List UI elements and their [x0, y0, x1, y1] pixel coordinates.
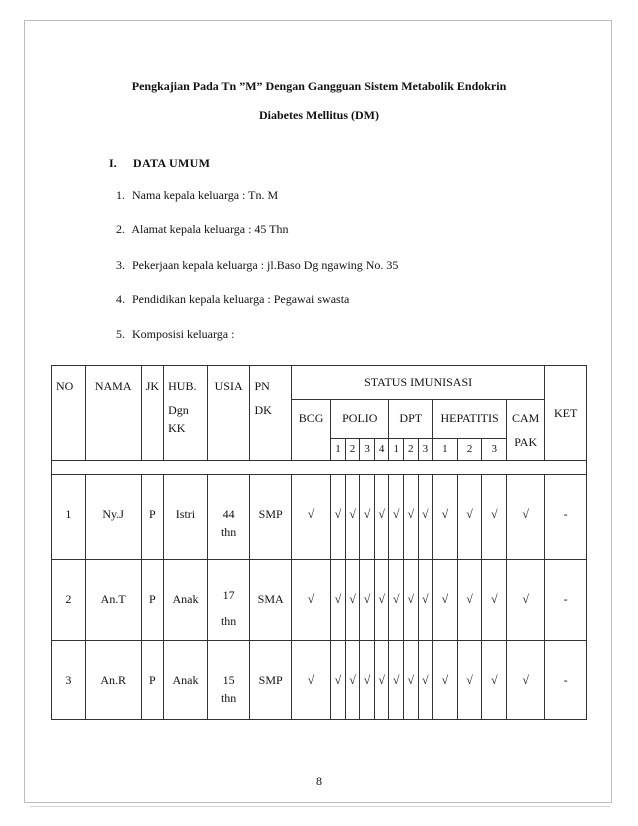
hepatitis-dose-3: 3 — [482, 438, 507, 460]
list-item — [116, 222, 289, 237]
cell-nama: Ny.J — [85, 475, 141, 560]
cell-hubungan: Anak — [164, 560, 208, 641]
cell-polio-4: √ — [374, 475, 389, 560]
cell-ket: - — [545, 641, 587, 720]
header-campak — [507, 400, 545, 461]
cell-dpt-3: √ — [418, 641, 433, 720]
cell-pendidikan: SMA — [250, 560, 291, 641]
table-row — [52, 641, 587, 720]
cell-jk: P — [141, 641, 163, 720]
cell-dpt-3: √ — [418, 560, 433, 641]
cell-jk: P — [141, 475, 163, 560]
bottom-divider — [30, 806, 610, 807]
header-hubungan — [164, 366, 208, 461]
header-status-imunisasi: STATUS IMUNISASI — [291, 366, 544, 400]
list-item-text: Nama kepala keluarga : Tn. M — [132, 188, 279, 202]
cell-ket: - — [545, 475, 587, 560]
cell-polio-2: √ — [345, 641, 360, 720]
cell-hepatitis-1: √ — [433, 641, 458, 720]
cell-polio-2: √ — [345, 475, 360, 560]
section-number: I. — [109, 156, 117, 170]
cell-hubungan: Anak — [164, 641, 208, 720]
list-item — [116, 258, 398, 273]
list-item-text: Pendidikan kepala keluarga : Pegawai swasta — [132, 292, 350, 306]
cell-dpt-3: √ — [418, 475, 433, 560]
list-item-number: 1. — [116, 188, 125, 202]
list-item-number: 4. — [116, 292, 125, 306]
list-item-text: Komposisi keluarga : — [132, 327, 235, 341]
header-hub-line2: Dgn — [168, 403, 189, 417]
cell-dpt-1: √ — [389, 641, 404, 720]
polio-dose-1: 1 — [331, 438, 346, 460]
cell-no: 1 — [52, 475, 86, 560]
document-title-line1: Pengkajian Pada Tn ”M” Dengan Gangguan Sistem Metabolik Endokrin — [131, 79, 507, 93]
cell-hepatitis-2: √ — [457, 560, 482, 641]
document-title-line2: Diabetes Mellitus (DM) — [259, 108, 379, 122]
cell-usia-value: 17 — [222, 588, 235, 603]
cell-pendidikan: SMP — [250, 475, 291, 560]
header-hub-line1: HUB. — [168, 379, 197, 393]
cell-usia — [207, 641, 250, 720]
header-ket: KET — [545, 366, 587, 461]
cell-campak: √ — [507, 475, 545, 560]
cell-polio-4: √ — [374, 641, 389, 720]
cell-usia-value: 15 — [222, 673, 235, 688]
header-hepatitis: HEPATITIS — [433, 400, 507, 438]
cell-dpt-1: √ — [389, 560, 404, 641]
hepatitis-dose-1: 1 — [433, 438, 458, 460]
cell-polio-3: √ — [360, 475, 375, 560]
cell-dpt-2: √ — [403, 560, 418, 641]
table-row — [52, 475, 587, 560]
list-item-number: 3. — [116, 258, 125, 272]
cell-no: 2 — [52, 560, 86, 641]
header-pendidikan — [250, 366, 291, 461]
polio-dose-4: 4 — [374, 438, 389, 460]
header-hub-line3: KK — [168, 421, 186, 435]
header-dpt: DPT — [389, 400, 433, 438]
cell-usia — [207, 560, 250, 641]
header-pn-line2: DK — [254, 403, 272, 417]
cell-hepatitis-1: √ — [433, 560, 458, 641]
cell-polio-1: √ — [331, 560, 346, 641]
cell-hepatitis-2: √ — [457, 641, 482, 720]
polio-dose-3: 3 — [360, 438, 375, 460]
header-bcg: BCG — [291, 400, 330, 461]
cell-usia — [207, 475, 250, 560]
header-pn-line1: PN — [254, 379, 270, 393]
cell-polio-1: √ — [331, 475, 346, 560]
cell-usia-unit: thn — [220, 525, 237, 540]
cell-usia-value: 44 — [222, 507, 235, 522]
header-nama: NAMA — [85, 366, 141, 461]
header-jk: JK — [141, 366, 163, 461]
cell-no: 3 — [52, 641, 86, 720]
cell-hepatitis-3: √ — [482, 560, 507, 641]
cell-usia-unit: thn — [220, 691, 237, 706]
page-number: 8 — [316, 774, 322, 788]
cell-nama: An.R — [85, 641, 141, 720]
header-cam-line1: CAM — [512, 411, 540, 426]
table-row — [52, 560, 587, 641]
cell-bcg: √ — [291, 641, 330, 720]
header-polio: POLIO — [331, 400, 389, 438]
cell-polio-2: √ — [345, 560, 360, 641]
hepatitis-dose-2: 2 — [457, 438, 482, 460]
header-cam-line2: PAK — [514, 435, 538, 450]
cell-polio-3: √ — [360, 560, 375, 641]
section-title: DATA UMUM — [133, 156, 211, 170]
cell-dpt-2: √ — [403, 475, 418, 560]
cell-polio-3: √ — [360, 641, 375, 720]
cell-hepatitis-2: √ — [457, 475, 482, 560]
header-no: NO — [52, 366, 86, 461]
cell-nama: An.T — [85, 560, 141, 641]
family-composition-table — [51, 365, 587, 720]
list-item-text: Alamat kepala keluarga : 45 Thn — [131, 222, 289, 236]
cell-campak: √ — [507, 560, 545, 641]
cell-hepatitis-3: √ — [482, 475, 507, 560]
cell-dpt-2: √ — [403, 641, 418, 720]
dpt-dose-2: 2 — [403, 438, 418, 460]
cell-dpt-1: √ — [389, 475, 404, 560]
cell-polio-1: √ — [331, 641, 346, 720]
dpt-dose-3: 3 — [418, 438, 433, 460]
list-item — [116, 188, 278, 203]
header-spacer — [52, 461, 587, 475]
list-item-text: Pekerjaan kepala keluarga : jl.Baso Dg ngawing No. 35 — [132, 258, 399, 272]
list-item-number: 2. — [116, 222, 125, 236]
list-item — [116, 292, 349, 307]
cell-bcg: √ — [291, 475, 330, 560]
cell-hepatitis-1: √ — [433, 475, 458, 560]
list-item-number: 5. — [116, 327, 125, 341]
cell-pendidikan: SMP — [250, 641, 291, 720]
polio-dose-2: 2 — [345, 438, 360, 460]
cell-polio-4: √ — [374, 560, 389, 641]
cell-bcg: √ — [291, 560, 330, 641]
list-item — [116, 327, 234, 342]
cell-usia-unit: thn — [220, 614, 237, 629]
cell-campak: √ — [507, 641, 545, 720]
header-usia: USIA — [207, 366, 250, 461]
cell-hubungan: Istri — [164, 475, 208, 560]
cell-jk: P — [141, 560, 163, 641]
dpt-dose-1: 1 — [389, 438, 404, 460]
cell-ket: - — [545, 560, 587, 641]
cell-hepatitis-3: √ — [482, 641, 507, 720]
